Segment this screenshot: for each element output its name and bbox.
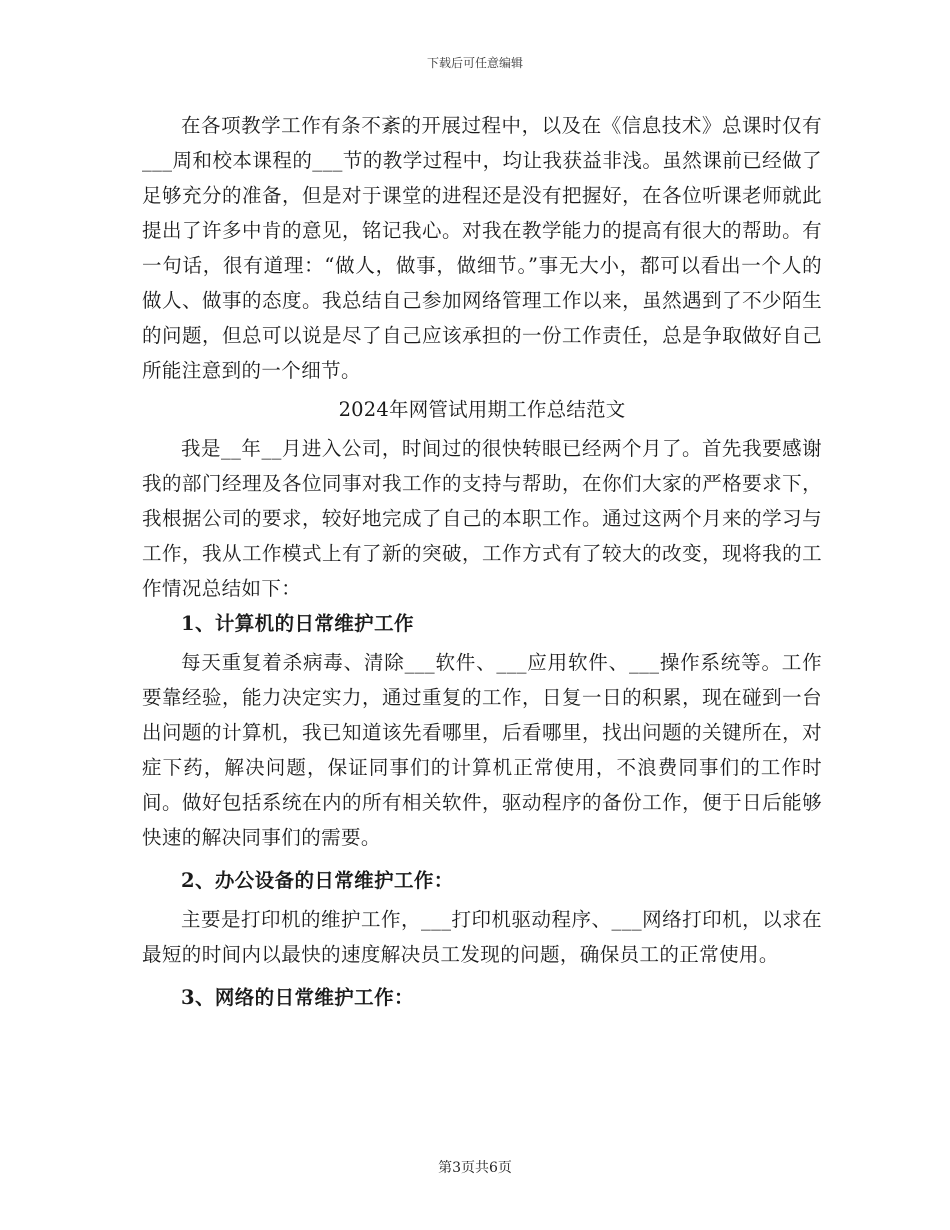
section-heading-office-equipment: 2、办公设备的日常维护工作： [181,869,454,892]
paragraph-introduction: 我是__年__月进入公司，时间过的很快转眼已经两个月了。首先我要感谢我的部门经理及各位同事对我工作的支持与帮助，在你们大家的严格要求下，我根据公司的要求，较好地完成了自己的本职工作。通过这两个月来的学习与工作，我从工作模式上有了新的突破，工作方式有了较大的改变，现将我的工作情况总结如下： [142,437,822,600]
document-body [142,108,822,1015]
section-heading-network-maintenance: 3、网络的日常维护工作： [181,986,414,1009]
paragraph-teaching-reflection: 在各项教学工作有条不紊的开展过程中，以及在《信息技术》总课时仅有___周和校本课程的___节的教学过程中，均让我获益非浅。虽然课前已经做了足够充分的准备，但是对于课堂的进程还是没有把握好，在各位听课老师就此提出了许多中肯的意见，铭记我心。对我在教学能力的提高有很大的帮助。有一句话，很有道理：“做人，做事，做细节。”事无大小，都可以看出一个人的做人、做事的态度。我总结自己参加网络管理工作以来，虽然遇到了不少陌生的问题，但总可以说是尽了自己应该承担的一份工作责任，总是争取做好自己所能注意到的一个细节。 [142,114,822,382]
page-number: 第3页共6页 [438,1160,512,1176]
section-heading-computer-maintenance: 1、计算机的日常维护工作 [181,612,414,635]
document-title: 2024年网管试用期工作总结范文 [338,398,626,421]
page-header: 下载后可任意编辑 [426,56,523,70]
paragraph-office-equipment: 主要是打印机的维护工作，___打印机驱动程序、___网络打印机，以求在最短的时间内以最快的速度解决员工发现的问题，确保员工的正常使用。 [142,908,822,966]
paragraph-computer-maintenance: 每天重复着杀病毒、清除___软件、___应用软件、___操作系统等。工作要靠经验，能力决定实力，通过重复的工作，日复一日的积累，现在碰到一台出问题的计算机，我已知道该先看哪里，后看哪里，找出问题的关键所在，对症下药，解决问题，保证同事们的计算机正常使用，不浪费同事们的工作时间。做好包括系统在内的所有相关软件，驱动程序的备份工作，便于日后能够快速的解决同事们的需要。 [142,651,822,849]
